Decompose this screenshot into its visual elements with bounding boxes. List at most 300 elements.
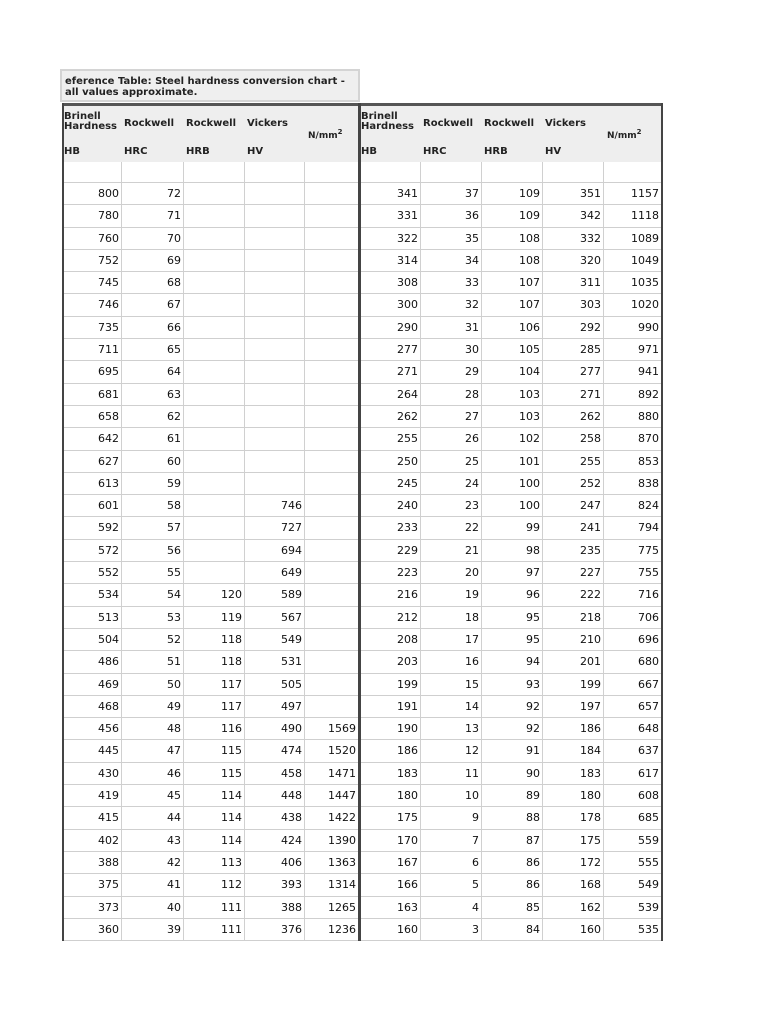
table-cell: 375 <box>62 874 122 895</box>
table-cell: 109 <box>482 205 543 226</box>
table-cell <box>305 696 359 717</box>
table-cell <box>184 495 245 516</box>
table-cell: 1157 <box>604 183 662 204</box>
table-cell: 642 <box>62 428 122 449</box>
table-cell <box>245 250 305 271</box>
table-cell <box>305 205 359 226</box>
table-cell: 223 <box>359 562 421 583</box>
table-cell: 111 <box>184 919 245 940</box>
table-row <box>62 852 662 874</box>
table-cell: 752 <box>62 250 122 271</box>
table-cell: 178 <box>543 807 604 828</box>
table-cell: 29 <box>421 361 482 382</box>
table-cell: 37 <box>421 183 482 204</box>
table-cell: 430 <box>62 763 122 784</box>
middle-border-line <box>358 103 361 941</box>
table-cell <box>184 473 245 494</box>
table-cell: 555 <box>604 852 662 873</box>
table-cell <box>305 473 359 494</box>
table-row <box>62 205 662 227</box>
table-cell: 608 <box>604 785 662 806</box>
table-cell: 735 <box>62 317 122 338</box>
table-cell: 746 <box>245 495 305 516</box>
table-cell: 342 <box>543 205 604 226</box>
table-cell <box>184 183 245 204</box>
table-cell: 180 <box>359 785 421 806</box>
table-cell <box>305 651 359 672</box>
header-unit: HRC <box>124 146 148 157</box>
table-cell <box>184 294 245 315</box>
table-cell: 43 <box>122 830 184 851</box>
table-cell: 162 <box>543 897 604 918</box>
spacer-cell <box>305 162 359 182</box>
table-cell <box>245 228 305 249</box>
table-cell <box>184 384 245 405</box>
table-cell: 19 <box>421 584 482 605</box>
table-cell: 45 <box>122 785 184 806</box>
table-cell: 497 <box>245 696 305 717</box>
table-cell: 1089 <box>604 228 662 249</box>
table-cell: 102 <box>482 428 543 449</box>
table-row <box>62 830 662 852</box>
table-cell: 203 <box>359 651 421 672</box>
table-cell: 255 <box>359 428 421 449</box>
table-cell: 63 <box>122 384 184 405</box>
table-cell: 490 <box>245 718 305 739</box>
table-cell <box>305 629 359 650</box>
table-cell: 101 <box>482 451 543 472</box>
table-cell: 58 <box>122 495 184 516</box>
header-label: Rockwell <box>484 118 535 129</box>
table-cell: 117 <box>184 696 245 717</box>
table-cell: 892 <box>604 384 662 405</box>
table-cell: 252 <box>543 473 604 494</box>
table-cell: 18 <box>421 607 482 628</box>
table-cell: 105 <box>482 339 543 360</box>
table-row <box>62 451 662 473</box>
table-cell: 24 <box>421 473 482 494</box>
table-cell: 534 <box>62 584 122 605</box>
table-cell: 118 <box>184 651 245 672</box>
table-cell: 262 <box>543 406 604 427</box>
table-cell: 1049 <box>604 250 662 271</box>
table-cell <box>245 406 305 427</box>
table-cell: 373 <box>62 897 122 918</box>
table-cell: 567 <box>245 607 305 628</box>
header-label: Rockwell <box>423 118 474 129</box>
table-cell: 1422 <box>305 807 359 828</box>
header-col-5 <box>359 106 421 162</box>
table-cell: 760 <box>62 228 122 249</box>
table-cell: 388 <box>62 852 122 873</box>
table-cell: 115 <box>184 763 245 784</box>
table-cell <box>305 495 359 516</box>
header-col-6 <box>421 106 482 162</box>
table-cell: 68 <box>122 272 184 293</box>
table-cell: 113 <box>184 852 245 873</box>
table-cell: 86 <box>482 874 543 895</box>
table-cell: 114 <box>184 785 245 806</box>
spacer-cell <box>184 162 245 182</box>
table-cell: 25 <box>421 451 482 472</box>
table-cell <box>184 205 245 226</box>
table-cell <box>305 517 359 538</box>
table-cell: 341 <box>359 183 421 204</box>
table-cell: 601 <box>62 495 122 516</box>
table-cell <box>305 317 359 338</box>
table-row <box>62 540 662 562</box>
table-cell: 86 <box>482 852 543 873</box>
header-unit: HB <box>361 146 377 157</box>
table-cell: 89 <box>482 785 543 806</box>
table-cell: 27 <box>421 406 482 427</box>
table-row <box>62 495 662 517</box>
table-cell: 549 <box>245 629 305 650</box>
header-col-2 <box>184 106 245 162</box>
table-cell: 292 <box>543 317 604 338</box>
table-cell: 262 <box>359 406 421 427</box>
right-border-line <box>661 103 663 941</box>
spacer-cell <box>482 162 543 182</box>
table-cell: 163 <box>359 897 421 918</box>
table-cell: 589 <box>245 584 305 605</box>
table-cell: 60 <box>122 451 184 472</box>
table-cell: 34 <box>421 250 482 271</box>
table-cell <box>184 250 245 271</box>
table-cell <box>305 294 359 315</box>
table-cell <box>305 250 359 271</box>
table-cell: 10 <box>421 785 482 806</box>
table-cell: 245 <box>359 473 421 494</box>
table-cell: 160 <box>543 919 604 940</box>
table-cell: 637 <box>604 740 662 761</box>
table-cell: 559 <box>604 830 662 851</box>
table-cell: 1471 <box>305 763 359 784</box>
table-row <box>62 874 662 896</box>
table-cell: 212 <box>359 607 421 628</box>
table-row <box>62 428 662 450</box>
table-cell: 1363 <box>305 852 359 873</box>
table-cell: 84 <box>482 919 543 940</box>
header-label: Vickers <box>247 118 288 129</box>
table-cell <box>245 272 305 293</box>
table-cell: 186 <box>543 718 604 739</box>
table-cell: 106 <box>482 317 543 338</box>
table-cell: 41 <box>122 874 184 895</box>
table-cell <box>245 317 305 338</box>
table-cell: 572 <box>62 540 122 561</box>
table-cell: 108 <box>482 228 543 249</box>
table-cell: 53 <box>122 607 184 628</box>
table-cell <box>245 473 305 494</box>
table-cell: 57 <box>122 517 184 538</box>
table-cell <box>305 406 359 427</box>
table-cell: 48 <box>122 718 184 739</box>
table-cell: 109 <box>482 183 543 204</box>
table-cell: 64 <box>122 361 184 382</box>
header-label-superscript: 2 <box>636 128 642 136</box>
table-cell: 97 <box>482 562 543 583</box>
table-cell: 870 <box>604 428 662 449</box>
table-cell: 505 <box>245 674 305 695</box>
spacer-cell <box>604 162 662 182</box>
table-cell <box>305 183 359 204</box>
header-label-superscript: 2 <box>337 128 343 136</box>
header-label-text: N/mm <box>308 131 338 141</box>
table-cell: 469 <box>62 674 122 695</box>
table-cell: 183 <box>359 763 421 784</box>
table-cell: 197 <box>543 696 604 717</box>
table-cell: 755 <box>604 562 662 583</box>
table-cell: 513 <box>62 607 122 628</box>
table-cell: 114 <box>184 830 245 851</box>
table-cell: 52 <box>122 629 184 650</box>
table-cell <box>305 339 359 360</box>
spacer-cell <box>359 162 421 182</box>
spacer-cell <box>122 162 184 182</box>
table-row <box>62 473 662 495</box>
table-cell: 95 <box>482 629 543 650</box>
table-cell: 308 <box>359 272 421 293</box>
table-cell: 166 <box>359 874 421 895</box>
table-cell: 227 <box>543 562 604 583</box>
table-cell: 112 <box>184 874 245 895</box>
table-cell: 71 <box>122 205 184 226</box>
table-cell <box>245 205 305 226</box>
table-row <box>62 361 662 383</box>
table-cell: 33 <box>421 272 482 293</box>
table-cell: 201 <box>543 651 604 672</box>
table-cell: 87 <box>482 830 543 851</box>
table-row <box>62 897 662 919</box>
table-cell: 247 <box>543 495 604 516</box>
table-row <box>62 651 662 673</box>
header-unit: HRC <box>423 146 447 157</box>
table-cell: 120 <box>184 584 245 605</box>
table-cell: 990 <box>604 317 662 338</box>
table-row <box>62 740 662 762</box>
table-cell: 70 <box>122 228 184 249</box>
table-cell: 393 <box>245 874 305 895</box>
table-cell: 51 <box>122 651 184 672</box>
header-label-nmm <box>607 128 641 141</box>
header-unit: HRB <box>186 146 210 157</box>
table-cell: 456 <box>62 718 122 739</box>
table-cell: 186 <box>359 740 421 761</box>
table-cell: 46 <box>122 763 184 784</box>
table-cell: 716 <box>604 584 662 605</box>
table-cell: 17 <box>421 629 482 650</box>
table-cell: 746 <box>62 294 122 315</box>
table-cell: 445 <box>62 740 122 761</box>
table-cell <box>184 540 245 561</box>
table-cell: 406 <box>245 852 305 873</box>
table-cell: 681 <box>62 384 122 405</box>
header-spacer-row <box>62 162 662 183</box>
table-cell: 47 <box>122 740 184 761</box>
table-cell: 320 <box>543 250 604 271</box>
table-cell <box>245 339 305 360</box>
table-row <box>62 406 662 428</box>
header-label: Rockwell <box>124 118 175 129</box>
table-cell: 9 <box>421 807 482 828</box>
table-cell <box>245 451 305 472</box>
table-cell: 36 <box>421 205 482 226</box>
table-cell: 617 <box>604 763 662 784</box>
table-cell: 72 <box>122 183 184 204</box>
table-row <box>62 250 662 272</box>
table-row <box>62 718 662 740</box>
table-cell: 117 <box>184 674 245 695</box>
table-row <box>62 272 662 294</box>
header-label: Brinell Hardness <box>361 111 415 132</box>
table-cell: 90 <box>482 763 543 784</box>
table-cell: 696 <box>604 629 662 650</box>
table-cell: 30 <box>421 339 482 360</box>
table-row <box>62 562 662 584</box>
table-cell <box>184 317 245 338</box>
table-row <box>62 763 662 785</box>
table-cell: 91 <box>482 740 543 761</box>
header-unit: HV <box>247 146 264 157</box>
table-cell: 271 <box>359 361 421 382</box>
table-cell: 32 <box>421 294 482 315</box>
table-cell: 240 <box>359 495 421 516</box>
table-cell: 167 <box>359 852 421 873</box>
table-cell: 118 <box>184 629 245 650</box>
table-cell: 39 <box>122 919 184 940</box>
table-cell: 94 <box>482 651 543 672</box>
table-cell: 233 <box>359 517 421 538</box>
table-cell: 794 <box>604 517 662 538</box>
table-cell: 1236 <box>305 919 359 940</box>
table-row <box>62 339 662 361</box>
table-cell: 694 <box>245 540 305 561</box>
table-cell: 42 <box>122 852 184 873</box>
table-cell: 5 <box>421 874 482 895</box>
table-cell: 648 <box>604 718 662 739</box>
header-label-nmm <box>308 128 342 141</box>
table-cell: 21 <box>421 540 482 561</box>
table-cell: 229 <box>359 540 421 561</box>
table-cell <box>245 361 305 382</box>
table-cell: 711 <box>62 339 122 360</box>
table-cell: 65 <box>122 339 184 360</box>
table-cell: 311 <box>543 272 604 293</box>
table-header <box>62 103 662 162</box>
table-row <box>62 785 662 807</box>
table-cell <box>245 294 305 315</box>
table-cell: 40 <box>122 897 184 918</box>
table-cell: 303 <box>543 294 604 315</box>
table-cell: 170 <box>359 830 421 851</box>
table-cell: 66 <box>122 317 184 338</box>
table-cell: 322 <box>359 228 421 249</box>
table-cell: 880 <box>604 406 662 427</box>
table-cell: 85 <box>482 897 543 918</box>
table-cell: 351 <box>543 183 604 204</box>
table-cell: 300 <box>359 294 421 315</box>
table-cell: 314 <box>359 250 421 271</box>
table-cell: 108 <box>482 250 543 271</box>
table-cell <box>184 517 245 538</box>
table-cell <box>245 384 305 405</box>
table-cell: 658 <box>62 406 122 427</box>
table-cell <box>305 361 359 382</box>
table-row <box>62 607 662 629</box>
table-cell: 277 <box>543 361 604 382</box>
table-cell: 241 <box>543 517 604 538</box>
header-unit: HV <box>545 146 562 157</box>
table-cell: 255 <box>543 451 604 472</box>
table-cell: 56 <box>122 540 184 561</box>
table-row <box>62 696 662 718</box>
table-cell: 26 <box>421 428 482 449</box>
table-cell: 100 <box>482 473 543 494</box>
table-cell: 62 <box>122 406 184 427</box>
table-cell: 448 <box>245 785 305 806</box>
table-row <box>62 919 662 941</box>
table-cell: 424 <box>245 830 305 851</box>
table-cell: 115 <box>184 740 245 761</box>
table-cell: 1035 <box>604 272 662 293</box>
table-cell <box>305 384 359 405</box>
header-unit: HB <box>64 146 80 157</box>
table-row <box>62 183 662 205</box>
table-cell: 250 <box>359 451 421 472</box>
table-cell: 838 <box>604 473 662 494</box>
table-cell: 16 <box>421 651 482 672</box>
table-cell: 941 <box>604 361 662 382</box>
table-row <box>62 228 662 250</box>
table-cell: 271 <box>543 384 604 405</box>
table-cell: 92 <box>482 696 543 717</box>
table-cell: 706 <box>604 607 662 628</box>
table-cell: 264 <box>359 384 421 405</box>
table-cell <box>184 562 245 583</box>
table-cell: 104 <box>482 361 543 382</box>
table-cell <box>305 607 359 628</box>
spacer-cell <box>245 162 305 182</box>
table-cell: 613 <box>62 473 122 494</box>
header-label: Vickers <box>545 118 586 129</box>
table-title: eference Table: Steel hardness conversion chart - all values approximate. <box>60 69 360 102</box>
table-cell <box>184 339 245 360</box>
header-col-8 <box>543 106 604 162</box>
table-cell: 1569 <box>305 718 359 739</box>
table-cell: 695 <box>62 361 122 382</box>
table-cell: 258 <box>543 428 604 449</box>
table-cell: 549 <box>604 874 662 895</box>
table-cell: 208 <box>359 629 421 650</box>
table-cell <box>305 428 359 449</box>
table-cell: 103 <box>482 384 543 405</box>
table-cell: 103 <box>482 406 543 427</box>
table-cell: 55 <box>122 562 184 583</box>
table-row <box>62 807 662 829</box>
table-cell: 67 <box>122 294 184 315</box>
table-cell: 7 <box>421 830 482 851</box>
spacer-cell <box>421 162 482 182</box>
table-cell: 61 <box>122 428 184 449</box>
table-cell: 116 <box>184 718 245 739</box>
header-col-1 <box>122 106 184 162</box>
table-cell: 745 <box>62 272 122 293</box>
table-cell: 1118 <box>604 205 662 226</box>
table-cell: 107 <box>482 294 543 315</box>
table-cell: 235 <box>543 540 604 561</box>
table-cell: 971 <box>604 339 662 360</box>
